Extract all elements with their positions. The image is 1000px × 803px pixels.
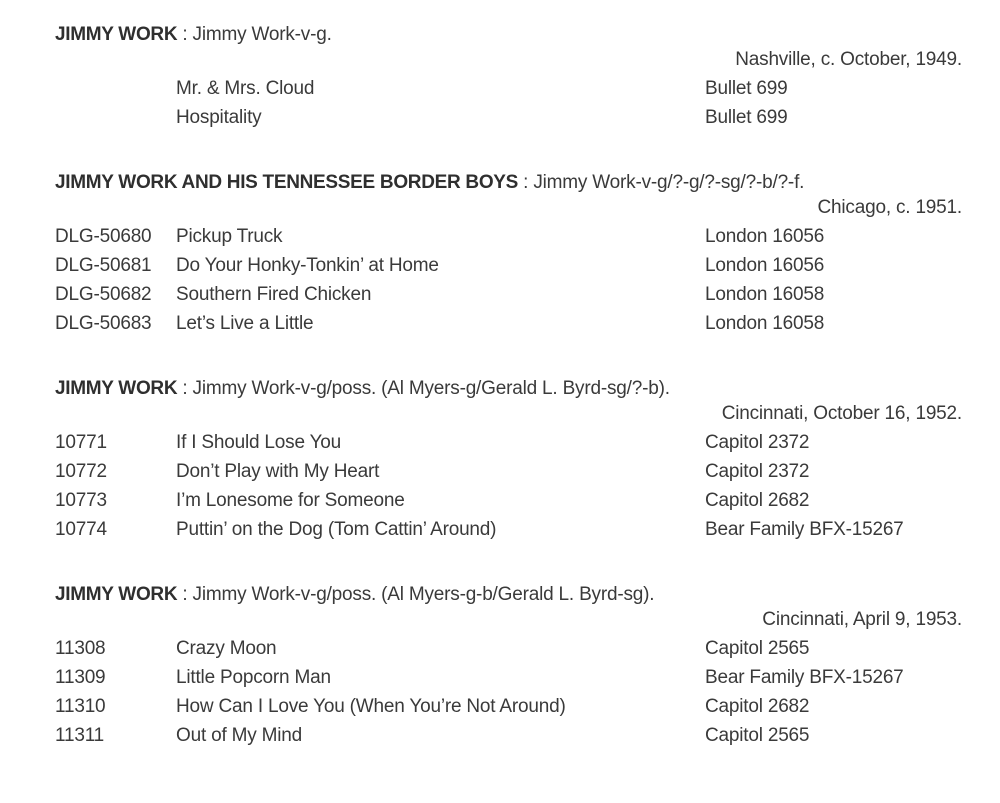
heading-separator: : xyxy=(177,24,193,45)
record-label: Bear Family BFX-15267 xyxy=(705,519,904,540)
track-row xyxy=(55,486,962,515)
personnel-credits: Jimmy Work-v-g/?-g/?-sg/?-b/?-f. xyxy=(533,172,805,193)
track-row xyxy=(55,309,962,338)
track-row xyxy=(55,457,962,486)
track-title: Puttin’ on the Dog (Tom Cattin’ Around) xyxy=(176,519,497,540)
record-label: Capitol 2372 xyxy=(705,432,810,453)
session-heading xyxy=(55,584,962,606)
matrix-number: 11311 xyxy=(55,725,105,746)
matrix-number: DLG-50682 xyxy=(55,284,152,305)
matrix-number: 11308 xyxy=(55,638,106,659)
session-location-date: Cincinnati, October 16, 1952. xyxy=(721,403,962,424)
matrix-number: DLG-50681 xyxy=(55,255,152,276)
artist-name: JIMMY WORK AND HIS TENNESSEE BORDER BOYS xyxy=(55,172,519,193)
track-row xyxy=(55,103,962,132)
track-title: Crazy Moon xyxy=(176,638,277,659)
record-label: Capitol 2565 xyxy=(705,725,810,746)
record-label: Bullet 699 xyxy=(705,107,788,128)
session-heading xyxy=(55,172,962,194)
record-label: London 16058 xyxy=(705,284,825,305)
track-title: Let’s Live a Little xyxy=(176,313,314,334)
track-title: I’m Lonesome for Someone xyxy=(176,490,405,511)
matrix-number xyxy=(55,74,176,103)
track-row xyxy=(55,721,962,750)
track-row xyxy=(55,663,962,692)
personnel-credits: Jimmy Work-v-g. xyxy=(192,24,332,45)
artist-name: JIMMY WORK xyxy=(55,584,178,605)
track-title: Out of My Mind xyxy=(176,725,303,746)
track-row xyxy=(55,251,962,280)
matrix-number: 11310 xyxy=(55,696,106,717)
track-title: How Can I Love You (When You’re Not Around) xyxy=(176,696,566,717)
record-label: London 16056 xyxy=(705,226,825,247)
record-label: Capitol 2682 xyxy=(705,696,810,717)
session-block-4 xyxy=(55,584,962,750)
track-row xyxy=(55,515,962,544)
session-block-3 xyxy=(55,378,962,544)
record-label: Capitol 2565 xyxy=(705,638,810,659)
track-row xyxy=(55,428,962,457)
track-title: Hospitality xyxy=(176,107,262,128)
record-label: Bear Family BFX-15267 xyxy=(705,667,904,688)
track-title: Do Your Honky-Tonkin’ at Home xyxy=(176,255,439,276)
track-row xyxy=(55,692,962,721)
session-block-2 xyxy=(55,172,962,338)
record-label: Capitol 2682 xyxy=(705,490,810,511)
track-row xyxy=(55,634,962,663)
artist-name: JIMMY WORK xyxy=(55,378,178,399)
matrix-number: 11309 xyxy=(55,667,106,688)
session-location-date: Chicago, c. 1951. xyxy=(817,197,962,218)
personnel-credits: Jimmy Work-v-g/poss. (Al Myers-g/Gerald L. Byrd-sg/?-b). xyxy=(192,378,670,399)
session-location-date: Cincinnati, April 9, 1953. xyxy=(762,609,962,630)
session-location-date: Nashville, c. October, 1949. xyxy=(735,49,962,70)
record-label: Capitol 2372 xyxy=(705,461,810,482)
track-title: If I Should Lose You xyxy=(176,432,342,453)
matrix-number: DLG-50683 xyxy=(55,313,152,334)
matrix-number: 10772 xyxy=(55,461,107,482)
record-label: London 16056 xyxy=(705,255,825,276)
personnel-credits: Jimmy Work-v-g/poss. (Al Myers-g-b/Gerald L. Byrd-sg). xyxy=(192,584,655,605)
track-title: Southern Fired Chicken xyxy=(176,284,372,305)
record-label: Bullet 699 xyxy=(705,78,788,99)
heading-separator: : xyxy=(518,172,534,193)
matrix-number: 10773 xyxy=(55,490,107,511)
track-title: Little Popcorn Man xyxy=(176,667,331,688)
heading-separator: : xyxy=(177,584,193,605)
track-title: Mr. & Mrs. Cloud xyxy=(176,78,315,99)
matrix-number: DLG-50680 xyxy=(55,226,152,247)
session-block-1 xyxy=(55,24,962,132)
record-label: London 16058 xyxy=(705,313,825,334)
track-row xyxy=(55,74,962,103)
heading-separator: : xyxy=(177,378,193,399)
matrix-number: 10771 xyxy=(55,432,107,453)
track-title: Don’t Play with My Heart xyxy=(176,461,380,482)
matrix-number: 10774 xyxy=(55,519,107,540)
artist-name: JIMMY WORK xyxy=(55,24,178,45)
session-heading xyxy=(55,378,962,400)
track-row xyxy=(55,222,962,251)
track-title: Pickup Truck xyxy=(176,226,283,247)
session-heading xyxy=(55,24,962,46)
track-row xyxy=(55,280,962,309)
matrix-number xyxy=(55,103,176,132)
